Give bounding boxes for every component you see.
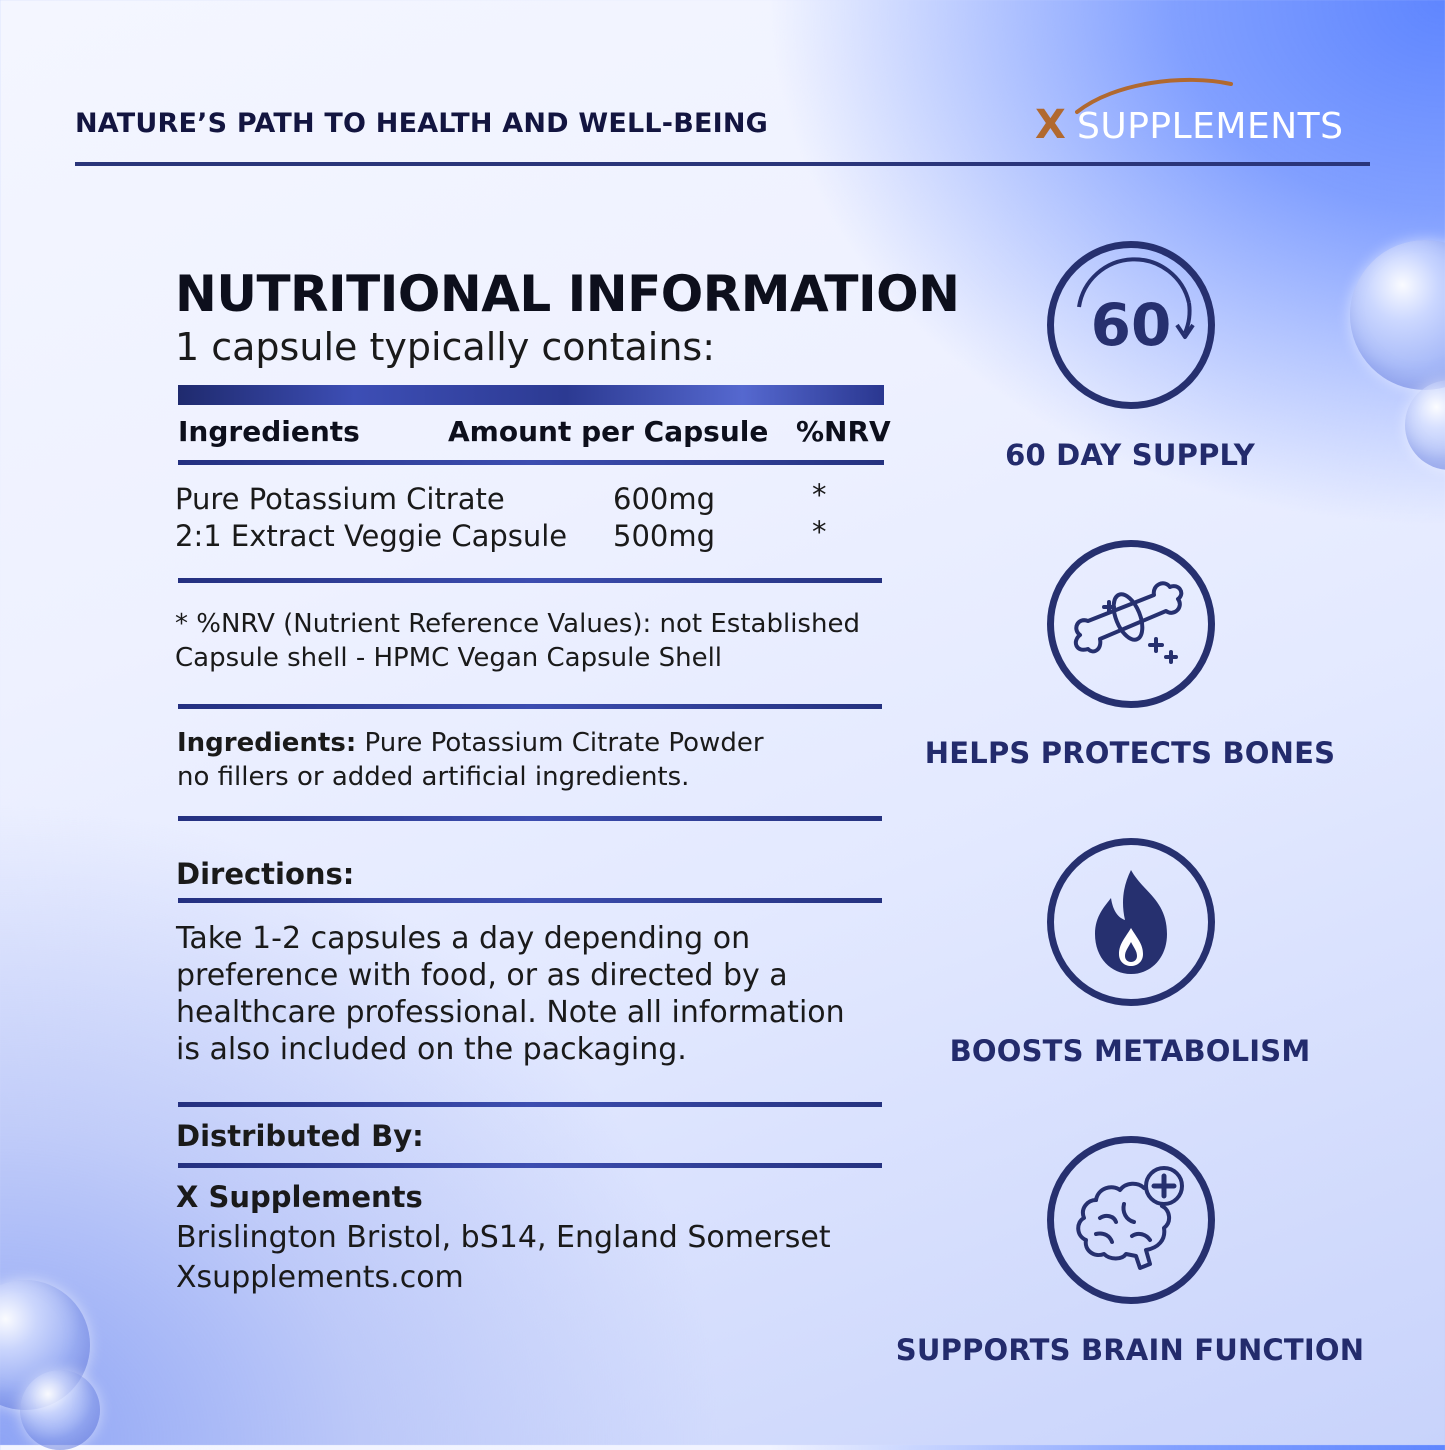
decorative-bubble bbox=[20, 1370, 100, 1450]
benefit-label: HELPS PROTECTS BONES bbox=[924, 736, 1336, 770]
directions-line: preference with food, or as directed by a bbox=[176, 958, 788, 993]
directions-divider bbox=[178, 898, 882, 903]
table-top-bar bbox=[178, 385, 884, 405]
table-row-amount: 600mg bbox=[613, 482, 716, 516]
capsule-shell-note: Capsule shell - HPMC Vegan Capsule Shell bbox=[175, 643, 723, 673]
distributor-divider bbox=[178, 1163, 882, 1168]
distributor-address: Brislington Bristol, bS14, England Somerset bbox=[176, 1220, 831, 1255]
tagline: NATURE’S PATH TO HEALTH AND WELL-BEING bbox=[75, 108, 769, 139]
nrv-note: * %NRV (Nutrient Reference Values): not Established bbox=[175, 609, 860, 639]
directions-line: Take 1-2 capsules a day depending on bbox=[176, 921, 751, 956]
ingredients-label: Ingredients: bbox=[177, 728, 357, 758]
distributor-website: Xsupplements.com bbox=[176, 1260, 464, 1295]
directions-line: is also included on the packaging. bbox=[176, 1032, 687, 1067]
table-row-name: 2:1 Extract Veggie Capsule bbox=[175, 519, 568, 553]
table-bottom-divider bbox=[178, 578, 882, 583]
header-divider bbox=[75, 162, 1370, 166]
sixty-day-icon bbox=[1047, 241, 1215, 409]
ingredients-statement bbox=[177, 726, 764, 760]
directions-line: healthcare professional. Note all information bbox=[176, 995, 845, 1030]
nutrition-subtitle: 1 capsule typically contains: bbox=[175, 325, 716, 369]
brain-glyph-icon bbox=[1066, 1160, 1196, 1280]
flame-icon bbox=[1047, 838, 1215, 1006]
brand-logo bbox=[1035, 102, 1375, 150]
bone-icon bbox=[1047, 540, 1215, 708]
table-row-amount: 500mg bbox=[613, 519, 716, 553]
column-header-amount: Amount per Capsule bbox=[448, 415, 769, 448]
benefit-label: 60 DAY SUPPLY bbox=[1005, 438, 1255, 472]
directions-title: Directions: bbox=[176, 857, 355, 891]
logo-wordmark: SUPPLEMENTS bbox=[1077, 106, 1344, 147]
distributor-name: X Supplements bbox=[176, 1180, 423, 1214]
table-header-divider bbox=[178, 460, 884, 465]
column-header-nrv: %NRV bbox=[796, 415, 891, 448]
nutrition-title: NUTRITIONAL INFORMATION bbox=[175, 265, 960, 323]
decorative-bubble bbox=[1350, 240, 1445, 390]
bone-glyph-icon bbox=[1066, 569, 1196, 679]
distributor-title: Distributed By: bbox=[176, 1119, 424, 1153]
ingredients-line-2: no fillers or added artificial ingredients. bbox=[177, 762, 690, 792]
notes-divider bbox=[178, 704, 882, 709]
brain-icon bbox=[1047, 1136, 1215, 1304]
distributor-top-divider bbox=[178, 1102, 882, 1107]
logo-x: X bbox=[1035, 102, 1066, 148]
ingredients-divider bbox=[178, 816, 882, 821]
ingredients-text: Pure Potassium Citrate Powder bbox=[356, 728, 764, 758]
decorative-bubble bbox=[1405, 380, 1445, 470]
benefit-label: SUPPORTS BRAIN FUNCTION bbox=[895, 1333, 1365, 1367]
table-row-nrv: * bbox=[812, 478, 827, 512]
benefit-label: BOOSTS METABOLISM bbox=[949, 1034, 1311, 1068]
table-row-name: Pure Potassium Citrate bbox=[175, 482, 505, 516]
column-header-ingredients: Ingredients bbox=[178, 415, 360, 448]
sixty-label: 60 bbox=[1090, 291, 1172, 359]
table-row-nrv: * bbox=[812, 515, 827, 549]
flame-glyph-icon bbox=[1071, 862, 1191, 982]
